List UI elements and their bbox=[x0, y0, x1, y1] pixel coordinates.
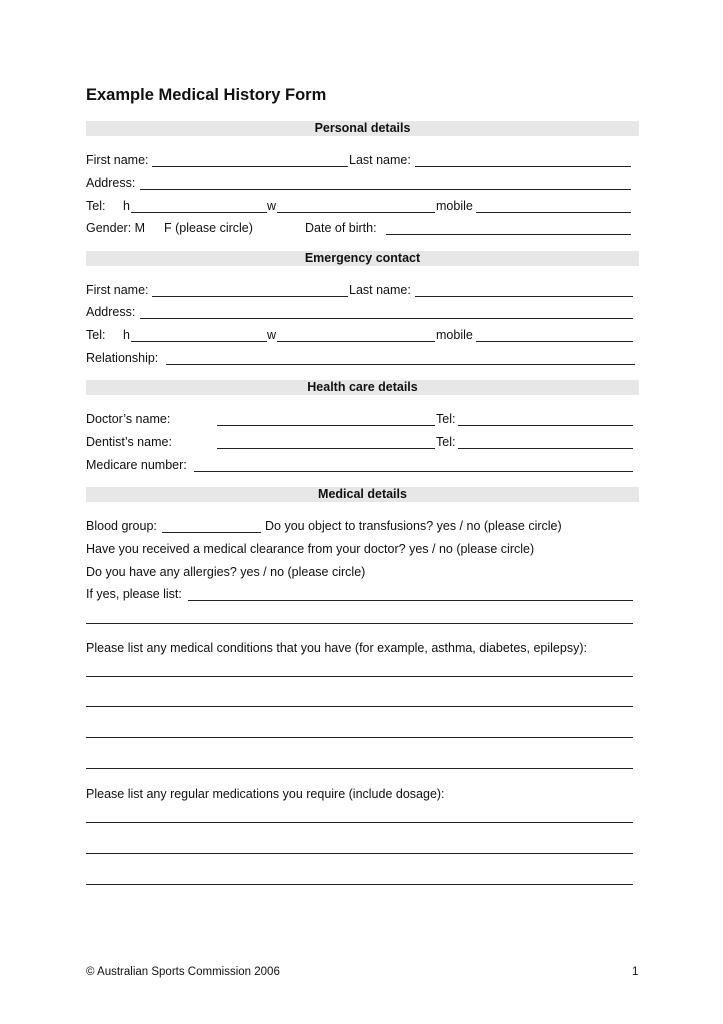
conditions-line-1[interactable] bbox=[86, 676, 633, 677]
medications-line-3[interactable] bbox=[86, 884, 633, 885]
form-title: Example Medical History Form bbox=[86, 86, 327, 104]
doctor-tel-field[interactable] bbox=[458, 425, 633, 426]
medications-line-1[interactable] bbox=[86, 822, 633, 823]
tel-work-label: w bbox=[267, 199, 277, 213]
medicare-label: Medicare number: bbox=[86, 458, 187, 472]
address-field[interactable] bbox=[140, 189, 631, 190]
emergency-tel-work-field[interactable] bbox=[277, 341, 435, 342]
mobile-field[interactable] bbox=[476, 212, 631, 213]
gender-f-label: F (please circle) bbox=[164, 221, 253, 235]
footer-copyright: © Australian Sports Commission 2006 bbox=[86, 966, 280, 978]
conditions-line-4[interactable] bbox=[86, 768, 633, 769]
emergency-mobile-label: mobile bbox=[436, 328, 473, 342]
emergency-address-field[interactable] bbox=[140, 318, 633, 319]
tel-home-field[interactable] bbox=[131, 212, 267, 213]
emergency-tel-home-field[interactable] bbox=[131, 341, 267, 342]
tel-home-label: h bbox=[123, 199, 130, 213]
allergies-list-field[interactable] bbox=[188, 600, 633, 601]
allergies-list-line-2[interactable] bbox=[86, 623, 633, 624]
emergency-first-name-field[interactable] bbox=[152, 296, 348, 297]
blood-group-field[interactable] bbox=[162, 532, 261, 533]
allergies-question: Do you have any allergies? yes / no (please circle) bbox=[86, 565, 366, 579]
doctor-tel-label: Tel: bbox=[436, 412, 456, 426]
medications-line-2[interactable] bbox=[86, 853, 633, 854]
relationship-field[interactable] bbox=[166, 364, 635, 365]
conditions-line-3[interactable] bbox=[86, 737, 633, 738]
first-name-field[interactable] bbox=[152, 166, 348, 167]
mobile-label: mobile bbox=[436, 199, 473, 213]
emergency-first-name-label: First name: bbox=[86, 283, 149, 297]
medications-question: Please list any regular medications you require (include dosage): bbox=[86, 787, 445, 801]
gender-label: Gender: M bbox=[86, 221, 146, 235]
doctor-name-field[interactable] bbox=[217, 425, 435, 426]
medicare-field[interactable] bbox=[194, 471, 633, 472]
section-header-health: Health care details bbox=[86, 380, 639, 395]
conditions-question: Please list any medical conditions that you have (for example, asthma, diabetes, epilepsy): bbox=[86, 641, 587, 655]
emergency-tel-label: Tel: bbox=[86, 328, 106, 342]
relationship-label: Relationship: bbox=[86, 351, 159, 365]
dob-label: Date of birth: bbox=[305, 221, 377, 235]
emergency-address-label: Address: bbox=[86, 305, 136, 319]
last-name-field[interactable] bbox=[415, 166, 631, 167]
emergency-tel-home-label: h bbox=[123, 328, 130, 342]
emergency-tel-work-label: w bbox=[267, 328, 277, 342]
section-header-medical: Medical details bbox=[86, 487, 639, 502]
doctor-name-label: Doctor’s name: bbox=[86, 412, 171, 426]
emergency-mobile-field[interactable] bbox=[476, 341, 633, 342]
section-header-personal: Personal details bbox=[86, 121, 639, 136]
emergency-last-name-field[interactable] bbox=[415, 296, 633, 297]
dentist-name-label: Dentist’s name: bbox=[86, 435, 172, 449]
dentist-tel-field[interactable] bbox=[458, 448, 633, 449]
section-header-emergency: Emergency contact bbox=[86, 251, 639, 266]
blood-group-label: Blood group: bbox=[86, 519, 157, 533]
first-name-label: First name: bbox=[86, 153, 149, 167]
address-label: Address: bbox=[86, 176, 136, 190]
allergies-list-label: If yes, please list: bbox=[86, 587, 182, 601]
dentist-tel-label: Tel: bbox=[436, 435, 456, 449]
tel-label: Tel: bbox=[86, 199, 106, 213]
emergency-last-name-label: Last name: bbox=[349, 283, 411, 297]
dob-field[interactable] bbox=[386, 234, 631, 235]
last-name-label: Last name: bbox=[349, 153, 411, 167]
dentist-name-field[interactable] bbox=[217, 448, 435, 449]
tel-work-field[interactable] bbox=[277, 212, 435, 213]
transfusions-question: Do you object to transfusions? yes / no (please circle) bbox=[265, 519, 562, 533]
page-number: 1 bbox=[632, 966, 639, 978]
conditions-line-2[interactable] bbox=[86, 706, 633, 707]
clearance-question: Have you received a medical clearance from your doctor? yes / no (please circle) bbox=[86, 542, 535, 556]
